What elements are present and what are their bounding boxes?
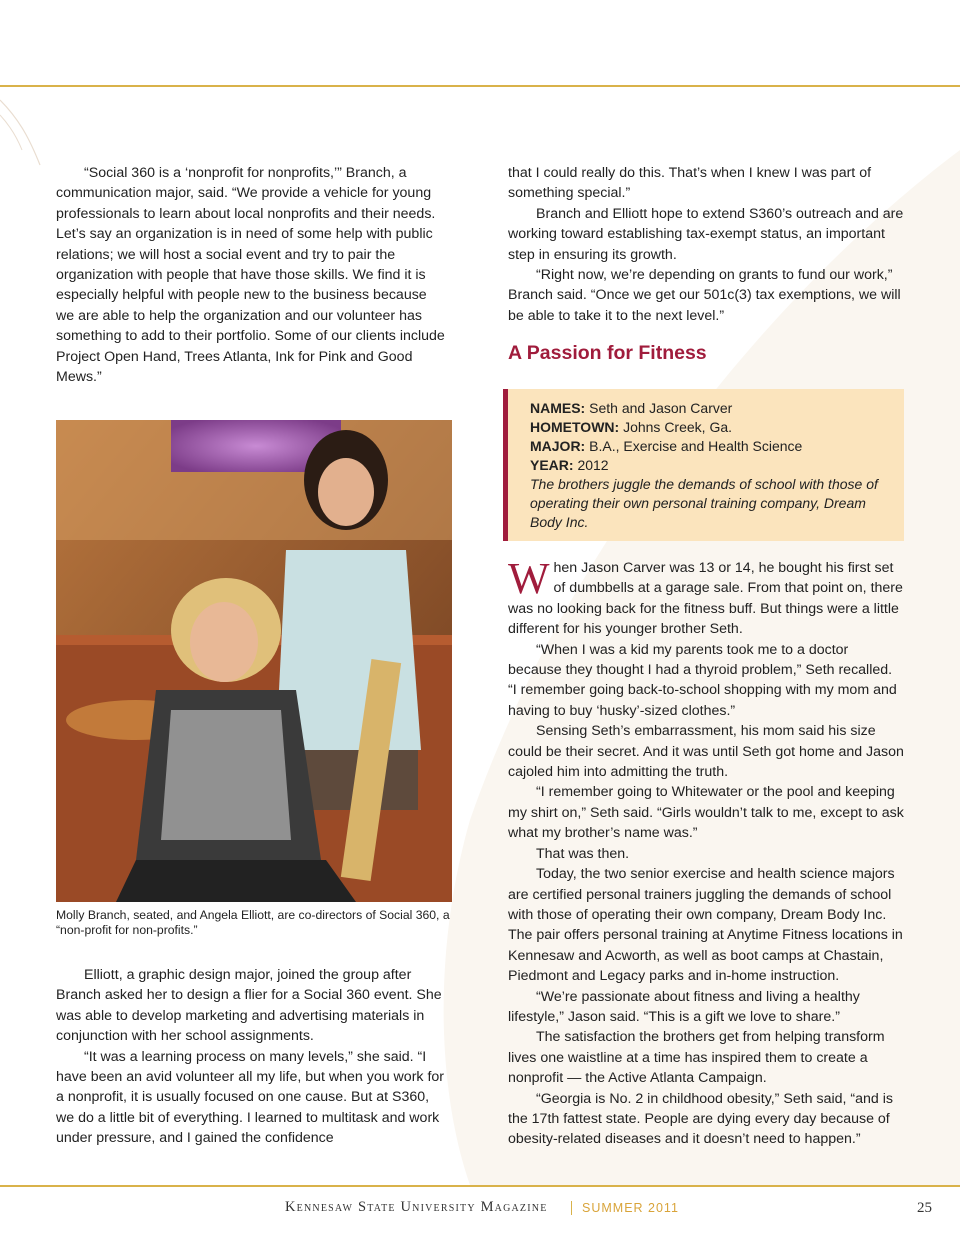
photo-illustration bbox=[56, 420, 452, 902]
page-number: 25 bbox=[917, 1200, 932, 1216]
paragraph: “Georgia is No. 2 in childhood obesity,” Seth said, “and is the 17th fattest state. People are dying every day because of obesity-related diseases and it doesn’t need to happen.” bbox=[508, 1090, 893, 1148]
paragraph: “We’re passionate about fitness and living a healthy lifestyle,” Jason said. “This is a gift we love to share.” bbox=[508, 988, 860, 1025]
footer-issue: SUMMER 2011 bbox=[582, 1201, 679, 1215]
profile-major bbox=[530, 437, 892, 456]
paragraph: That was then. bbox=[536, 845, 630, 862]
right-column-top bbox=[508, 163, 904, 326]
profile-hometown bbox=[530, 418, 892, 437]
profile-names bbox=[530, 399, 892, 418]
photo-branch-elliott bbox=[56, 420, 452, 902]
paragraph: “Social 360 is a ‘nonprofit for nonprofits,’” Branch, a communication major, said. “We provide a vehicle for young professionals to learn about local nonprofits and their needs. Let’s say an organization is in need of some help with public relations; we will host a social event and try to pair the organization with people that have those skills. We find it is especially helpful with people new to the business because we are able to help the organization and our volunteer has something to add to their portfolio. Some of our clients include Project Open Hand, Trees Atlanta, Ink for Pink and Good Mews.” bbox=[56, 165, 445, 386]
story-first-paragraph bbox=[508, 554, 904, 640]
paragraph: Today, the two senior exercise and health science majors are certified personal trainers juggling the demands of school with those of operating their own company, Dream Body Inc. The pair offers personal training at Anytime Fitness locations in Kennesaw and Acworth, as well as boot camps at Chastain, Piedmont and Legacy parks and in-home instruction. bbox=[508, 866, 903, 985]
footer-separator bbox=[571, 1201, 572, 1215]
section-heading: A Passion for Fitness bbox=[508, 342, 707, 364]
background-arc-line bbox=[0, 115, 22, 150]
bottom-rule bbox=[0, 1185, 960, 1187]
profile-label: HOMETOWN: bbox=[530, 419, 620, 435]
drop-cap: W bbox=[508, 554, 550, 603]
profile-label: YEAR: bbox=[530, 457, 574, 473]
profile-blurb: The brothers juggle the demands of school with those of operating their own personal training company, Dream Body Inc. bbox=[530, 476, 878, 530]
profile-value: B.A., Exercise and Health Science bbox=[589, 438, 803, 454]
profile-label: MAJOR: bbox=[530, 438, 586, 454]
profile-value: Seth and Jason Carver bbox=[589, 400, 733, 416]
background-arc-line bbox=[0, 100, 40, 165]
left-column-bottom bbox=[56, 965, 448, 1149]
footer-magazine-title: Kennesaw State University Magazine bbox=[285, 1199, 548, 1215]
story-column bbox=[508, 554, 904, 1150]
profile-box bbox=[503, 389, 904, 541]
profile-year bbox=[530, 456, 892, 475]
profile-label: NAMES: bbox=[530, 400, 586, 416]
paragraph: Sensing Seth’s embarrassment, his mom said his size could be their secret. And it was until Seth got home and Jason cajoled him into admitting the truth. bbox=[508, 723, 904, 781]
paragraph: Elliott, a graphic design major, joined the group after Branch asked her to design a flier for a Social 360 event. She was able to develop marketing and advertising materials in conjunction with her school assignments. bbox=[56, 967, 442, 1045]
profile-value: 2012 bbox=[577, 457, 609, 473]
profile-value: Johns Creek, Ga. bbox=[623, 419, 733, 435]
first-paragraph-text: hen Jason Carver was 13 or 14, he bought his first set of dumbbells at a garage sale. From that point on, there was no looking back for the fitness buff. But things were a little different for his younger brother Seth. bbox=[508, 560, 903, 638]
page-footer bbox=[0, 1199, 960, 1221]
paragraph: “When I was a kid my parents took me to a doctor because they thought I had a thyroid problem,” Seth recalled. “I remember going back-to-school shopping with my mom and having to buy ‘husky’-sized clothes.” bbox=[508, 641, 897, 719]
paragraph: Branch and Elliott hope to extend S360’s outreach and are working toward establishing tax-exempt status, an important step in ensuring its growth. bbox=[508, 205, 904, 263]
paragraph: “I remember going to Whitewater or the pool and keeping my shirt on,” Seth said. “Girls wouldn’t talk to me, except to ask what my brother’s name was.” bbox=[508, 784, 904, 842]
top-rule bbox=[0, 85, 960, 87]
left-column-top bbox=[56, 163, 448, 387]
photo-caption: Molly Branch, seated, and Angela Elliott, are co-directors of Social 360, a “non-profit for non-profits.” bbox=[56, 908, 450, 937]
paragraph: that I could really do this. That’s when I knew I was part of something special.” bbox=[508, 165, 872, 202]
paragraph: “It was a learning process on many levels,” she said. “I have been an avid volunteer all my life, but when you work for a nonprofit, it is usually focused on one cause. But at S360, we do a little bit of everything. I learned to multitask and work under pressure, and I gained the confidence bbox=[56, 1048, 445, 1147]
paragraph: “Right now, we’re depending on grants to fund our work,” Branch said. “Once we get our 501c(3) tax exemptions, we will be able to take it to the next level.” bbox=[508, 267, 901, 324]
paragraph: The satisfaction the brothers get from helping transform lives one waistline at a time has inspired them to create a nonprofit — the Active Atlanta Campaign. bbox=[508, 1029, 885, 1087]
